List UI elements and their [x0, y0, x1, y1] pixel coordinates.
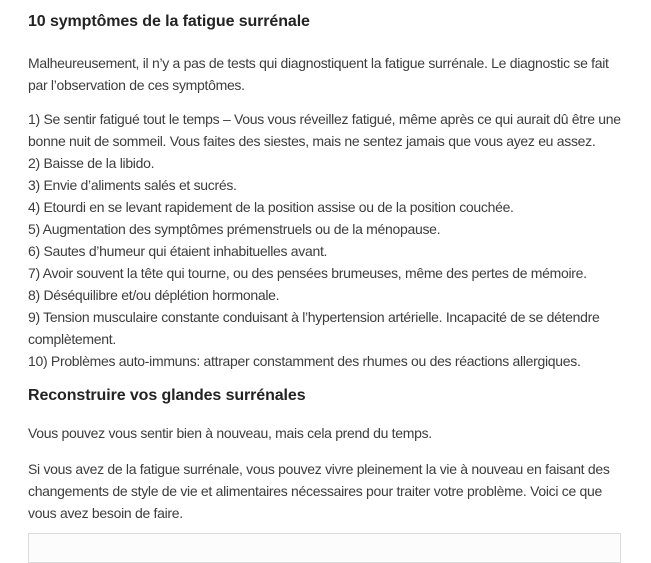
symptom-item-8: 8) Déséquilibre et/ou déplétion hormonale.	[28, 287, 280, 303]
symptom-item-5: 5) Augmentation des symptômes prémenstruels ou de la ménopause.	[28, 221, 441, 237]
rebuild-paragraph-1: Vous pouvez vous sentir bien à nouveau, mais cela prend du temps.	[28, 425, 432, 441]
symptom-item-3: 3) Envie d’aliments salés et sucrés.	[28, 177, 237, 193]
symptom-item-6: 6) Sautes d’humeur qui étaient inhabituelles avant.	[28, 243, 328, 259]
symptom-item-2: 2) Baisse de la libido.	[28, 155, 155, 171]
symptom-item-1: 1) Se sentir fatigué tout le temps – Vous vous réveillez fatigué, même après ce qui aurait dû être une bonne nuit de sommeil. Vous faites des siestes, mais ne sentez jamais que vous ayez eu assez.	[28, 111, 621, 149]
symptom-list	[28, 108, 626, 372]
intro-paragraph: Malheureusement, il n’y a pas de tests qui diagnostiquent la fatigue surrénale. Le diagnostic se fait par l’observation de ces symptômes.	[28, 55, 609, 93]
section-heading-symptoms: 10 symptômes de la fatigue surrénale	[28, 13, 310, 30]
symptom-item-10: 10) Problèmes auto-immuns: attraper constamment des rhumes ou des réactions allergiques.	[28, 353, 581, 369]
symptom-item-9: 9) Tension musculaire constante conduisant à l’hypertension artérielle. Incapacité de se détendre complètement.	[28, 309, 600, 347]
next-section-box	[28, 533, 621, 563]
symptom-item-7: 7) Avoir souvent la tête qui tourne, ou des pensées brumeuses, même des pertes de mémoire.	[28, 265, 587, 281]
symptom-item-4: 4) Etourdi en se levant rapidement de la position assise ou de la position couchée.	[28, 199, 514, 215]
rebuild-paragraph-2: Si vous avez de la fatigue surrénale, vous pouvez vivre pleinement la vie à nouveau en faisant des changements de style de vie et alimentaires nécessaires pour traiter votre problème. Voici ce que vous avez besoin de faire.	[28, 461, 610, 521]
section-heading-rebuild: Reconstruire vos glandes surrénales	[28, 387, 306, 404]
